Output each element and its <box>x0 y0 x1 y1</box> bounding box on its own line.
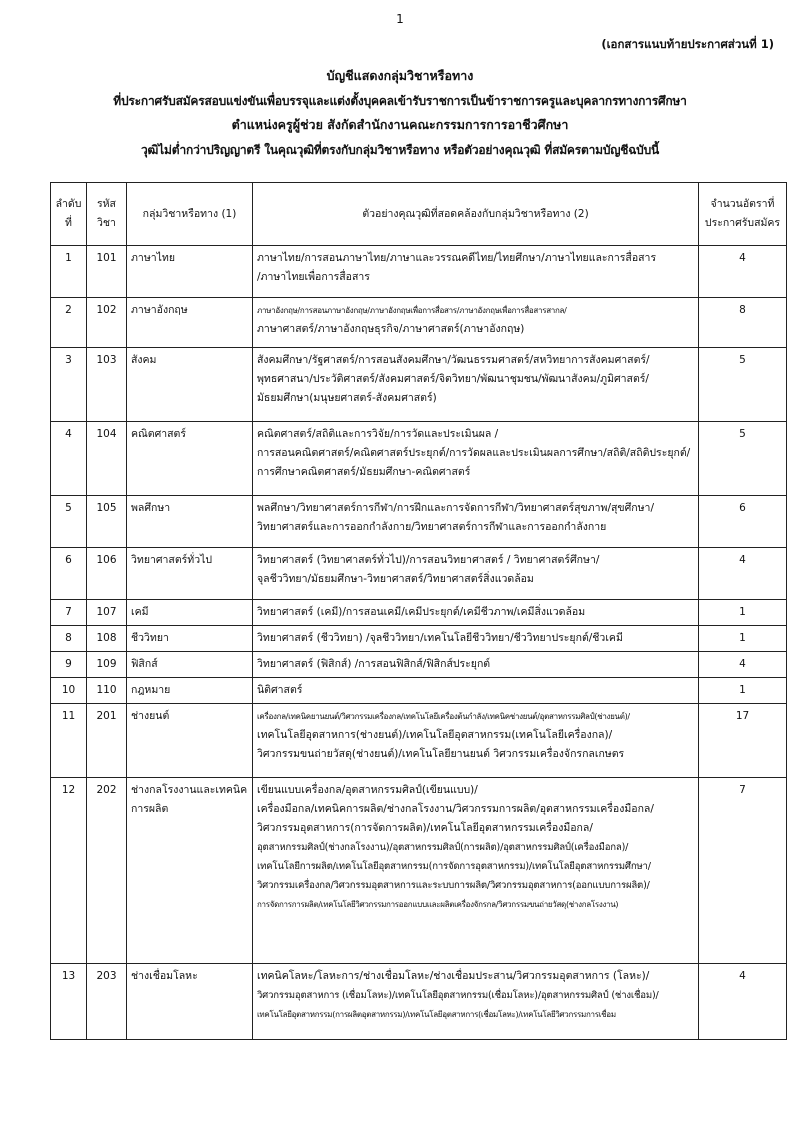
subject-group: คณิตศาสตร์ <box>127 422 253 496</box>
qualification-line: การจัดการการผลิต/เทคโนโลยีวิศวกรรมการออกแบบและผลิตเครื่องจักรกล/วิศวกรรมขนถ่ายวัสดุ(ช่างกลโรงงาน) <box>257 900 619 909</box>
subject-group: ชีววิทยา <box>127 626 253 652</box>
qualification-line: นิติศาสตร์ <box>257 684 303 696</box>
position-count: 5 <box>699 348 787 422</box>
header-group: กลุ่มวิชาหรือทาง (1) <box>127 183 253 246</box>
qualification-line: วิศวกรรมอุตสาหการ(การจัดการผลิต)/เทคโนโลยีอุตสาหกรรมเครื่องมือกล/ <box>257 822 593 834</box>
table-row <box>51 778 787 964</box>
row-number: 7 <box>51 600 87 626</box>
subject-group: วิทยาศาสตร์ทั่วไป <box>127 548 253 600</box>
row-number: 8 <box>51 626 87 652</box>
subject-code: 106 <box>87 548 127 600</box>
qualification-examples <box>253 704 699 778</box>
row-number: 1 <box>51 246 87 298</box>
row-number: 13 <box>51 964 87 1040</box>
qualification-line: ภาษาอังกฤษ/การสอนภาษาอังกฤษ/ภาษาอังกฤษเพื่อการสื่อสาร/ภาษาอังกฤษเพื่อการสื่อสารสากล/ <box>257 306 567 315</box>
position-count: 4 <box>699 964 787 1040</box>
qualification-examples <box>253 548 699 600</box>
table-row <box>51 964 787 1040</box>
table-row <box>51 422 787 496</box>
subject-group-table <box>50 182 787 1040</box>
position-count: 5 <box>699 422 787 496</box>
qualification-examples <box>253 678 699 704</box>
qualification-line: พลศึกษา/วิทยาศาสตร์การกีฬา/การฝึกและการจัดการกีฬา/วิทยาศาสตร์สุขภาพ/สุขศึกษา/ <box>257 502 654 514</box>
table-row <box>51 348 787 422</box>
position-count: 4 <box>699 548 787 600</box>
subject-code: 202 <box>87 778 127 964</box>
qualification-line: เทคโนโลยีการผลิต/เทคโนโลยีอุตสาหกรรม(การจัดการอุตสาหกรรม)/เทคโนโลยีอุตสาหกรรมศึกษา/ <box>257 861 651 872</box>
subject-group: ช่างยนต์ <box>127 704 253 778</box>
table-row <box>51 626 787 652</box>
subject-group: ช่างเชื่อมโลหะ <box>127 964 253 1040</box>
qualification-examples <box>253 652 699 678</box>
title-line-2: ที่ประกาศรับสมัครสอบแข่งขันเพื่อบรรจุและแต่งตั้งบุคคลเข้ารับราชการเป็นข้าราชการครูและบุคลากรทางการศึกษา <box>113 93 687 108</box>
subject-group: ช่างกลโรงงานและเทคนิคการผลิต <box>127 778 253 964</box>
table-row <box>51 298 787 348</box>
qualification-line: /ภาษาไทยเพื่อการสื่อสาร <box>257 271 370 283</box>
subject-group: เคมี <box>127 600 253 626</box>
qualification-line: วิทยาศาสตร์ (ฟิสิกส์) /การสอนฟิสิกส์/ฟิสิกส์ประยุกต์ <box>257 658 491 670</box>
subject-code: 105 <box>87 496 127 548</box>
subject-group: กฎหมาย <box>127 678 253 704</box>
qualification-line: เครื่องกล/เทคนิคยานยนต์/วิศวกรรมเครื่องกล/เทคโนโลยีเครื่องต้นกำลัง/เทคนิคช่างยนต์/อุตสาหกรรมศิลป์(ช่างยนต์)/ <box>257 712 630 721</box>
qualification-examples <box>253 964 699 1040</box>
table-row <box>51 652 787 678</box>
qualification-examples <box>253 348 699 422</box>
row-number: 10 <box>51 678 87 704</box>
page-number: 1 <box>396 12 404 26</box>
subject-code: 107 <box>87 600 127 626</box>
qualification-line: ภาษาไทย/การสอนภาษาไทย/ภาษาและวรรณคดีไทย/ไทยศึกษา/ภาษาไทยและการสื่อสาร <box>257 252 657 264</box>
table-header-row <box>51 183 787 246</box>
position-count: 1 <box>699 678 787 704</box>
header-qualification: ตัวอย่างคุณวุฒิที่สอดคล้องกับกลุ่มวิชาหรือทาง (2) <box>253 183 699 246</box>
qualification-line: วิทยาศาสตร์ (วิทยาศาสตร์ทั่วไป)/การสอนวิทยาศาสตร์ / วิทยาศาสตร์ศึกษา/ <box>257 554 600 566</box>
qualification-line: ภาษาศาสตร์/ภาษาอังกฤษธุรกิจ/ภาษาศาสตร์(ภาษาอังกฤษ) <box>257 323 525 335</box>
position-count: 7 <box>699 778 787 964</box>
qualification-line: วิศวกรรมอุตสาหการ (เชื่อมโลหะ)/เทคโนโลยีอุตสาหกรรม(เชื่อมโลหะ)/อุตสาหกรรมศิลป์ (ช่างเชื่อม)/ <box>257 990 659 1001</box>
row-number: 3 <box>51 348 87 422</box>
row-number: 4 <box>51 422 87 496</box>
subject-code: 201 <box>87 704 127 778</box>
row-number: 5 <box>51 496 87 548</box>
table-body <box>51 246 787 1040</box>
qualification-line: วิทยาศาสตร์และการออกกำลังกาย/วิทยาศาสตร์การกีฬาและการออกกำลังกาย <box>257 521 607 533</box>
table-row <box>51 678 787 704</box>
qualification-line: มัธยมศึกษา(มนุษยศาสตร์-สังคมศาสตร์) <box>257 392 437 404</box>
table-row <box>51 246 787 298</box>
row-number: 12 <box>51 778 87 964</box>
qualification-line: วิทยาศาสตร์ (ชีววิทยา) /จุลชีววิทยา/เทคโนโลยีชีววิทยา/ชีววิทยาประยุกต์/ชีวเคมี <box>257 632 623 644</box>
position-count: 4 <box>699 652 787 678</box>
qualification-examples <box>253 600 699 626</box>
table-row <box>51 496 787 548</box>
row-number: 9 <box>51 652 87 678</box>
qualification-line: พุทธศาสนา/ประวัติศาสตร์/สังคมศาสตร์/จิตวิทยา/พัฒนาชุมชน/พัฒนาสังคม/ภูมิศาสตร์/ <box>257 373 649 385</box>
subject-group: ฟิสิกส์ <box>127 652 253 678</box>
qualification-examples <box>253 422 699 496</box>
subject-code: 110 <box>87 678 127 704</box>
qualification-line: เขียนแบบเครื่องกล/อุตสาหกรรมศิลป์(เขียนแบบ)/ <box>257 784 478 796</box>
position-count: 4 <box>699 246 787 298</box>
qualification-line: จุลชีววิทยา/มัธยมศึกษา-วิทยาศาสตร์/วิทยาศาสตร์สิ่งแวดล้อม <box>257 573 534 585</box>
qualification-line: อุตสาหกรรมศิลป์(ช่างกลโรงงาน)/อุตสาหกรรมศิลป์(การผลิต)/อุตสาหกรรมศิลป์(เครื่องมือกล)/ <box>257 842 629 853</box>
qualification-line: วิทยาศาสตร์ (เคมี)/การสอนเคมี/เคมีประยุกต์/เคมีชีวภาพ/เคมีสิ่งแวดล้อม <box>257 606 586 618</box>
attachment-note: (เอกสารแนบท้ายประกาศส่วนที่ 1) <box>601 37 774 51</box>
subject-group: สังคม <box>127 348 253 422</box>
position-count: 8 <box>699 298 787 348</box>
subject-code: 104 <box>87 422 127 496</box>
table-row <box>51 704 787 778</box>
document-title <box>20 64 780 162</box>
subject-code: 203 <box>87 964 127 1040</box>
subject-code: 102 <box>87 298 127 348</box>
table-row <box>51 600 787 626</box>
qualification-examples <box>253 626 699 652</box>
qualification-examples <box>253 246 699 298</box>
table-row <box>51 548 787 600</box>
qualification-line: เทคโนโลยีอุตสาหการ(ช่างยนต์)/เทคโนโลยีอุตสาหกรรม(เทคโนโลยีเครื่องกล)/ <box>257 729 613 741</box>
qualification-line: เทคโนโลยีอุตสาหกรรม(การผลิตอุตสาหกรรม)/เทคโนโลยีอุตสาหการ(เชื่อมโลหะ)/เทคโนโลยีวิศวกรรมการเชื่อม <box>257 1010 616 1019</box>
subject-code: 103 <box>87 348 127 422</box>
title-line-3: ตำแหน่งครูผู้ช่วย สังกัดสำนักงานคณะกรรมการการอาชีวศึกษา <box>231 117 569 132</box>
title-line-1: บัญชีแสดงกลุ่มวิชาหรือทาง <box>326 68 474 83</box>
qualification-examples <box>253 298 699 348</box>
position-count: 1 <box>699 626 787 652</box>
header-count: จำนวนอัตราที่ประกาศรับสมัคร <box>699 183 787 246</box>
qualification-examples <box>253 778 699 964</box>
qualification-line: การศึกษาคณิตศาสตร์/มัธยมศึกษา-คณิตศาสตร์ <box>257 466 471 478</box>
position-count: 17 <box>699 704 787 778</box>
subject-code: 101 <box>87 246 127 298</box>
header-no: ลำดับที่ <box>51 183 87 246</box>
title-line-4: วุฒิไม่ต่ำกว่าปริญญาตรี ในคุณวุฒิที่ตรงกับกลุ่มวิชาหรือทาง หรือตัวอย่างคุณวุฒิ ที่สมัครตามบัญชีฉบับนี้ <box>140 142 660 157</box>
subject-group: ภาษาอังกฤษ <box>127 298 253 348</box>
qualification-examples <box>253 496 699 548</box>
qualification-line: การสอนคณิตศาสตร์/คณิตศาสตร์ประยุกต์/การวัดผลและประเมินผลการศึกษา/สถิติ/สถิติประยุกต์/ <box>257 447 691 459</box>
row-number: 2 <box>51 298 87 348</box>
subject-code: 109 <box>87 652 127 678</box>
qualification-line: สังคมศึกษา/รัฐศาสตร์/การสอนสังคมศึกษา/วัฒนธรรมศาสตร์/สหวิทยาการสังคมศาสตร์/ <box>257 354 650 366</box>
qualification-line: เทคนิคโลหะ/โลหะการ/ช่างเชื่อมโลหะ/ช่างเชื่อมประสาน/วิศวกรรมอุตสาหการ (โลหะ)/ <box>257 970 650 982</box>
row-number: 11 <box>51 704 87 778</box>
qualification-line: วิศวกรรมขนถ่ายวัสดุ(ช่างยนต์)/เทคโนโลยียานยนต์ วิศวกรรมเครื่องจักรกลเกษตร <box>257 748 625 760</box>
subject-group: ภาษาไทย <box>127 246 253 298</box>
position-count: 1 <box>699 600 787 626</box>
row-number: 6 <box>51 548 87 600</box>
qualification-line: เครื่องมือกล/เทคนิคการผลิต/ช่างกลโรงงาน/วิศวกรรมการผลิต/อุตสาหกรรมเครื่องมือกล/ <box>257 803 654 815</box>
qualification-line: วิศวกรรมเครื่องกล/วิศวกรรมอุตสาหการและระบบการผลิต/วิศวกรรมอุตสาหการ(ออกแบบการผลิต)/ <box>257 880 650 891</box>
subject-group: พลศึกษา <box>127 496 253 548</box>
subject-code: 108 <box>87 626 127 652</box>
position-count: 6 <box>699 496 787 548</box>
qualification-line: คณิตศาสตร์/สถิติและการวิจัย/การวัดและประเมินผล / <box>257 428 499 440</box>
header-code: รหัสวิชา <box>87 183 127 246</box>
